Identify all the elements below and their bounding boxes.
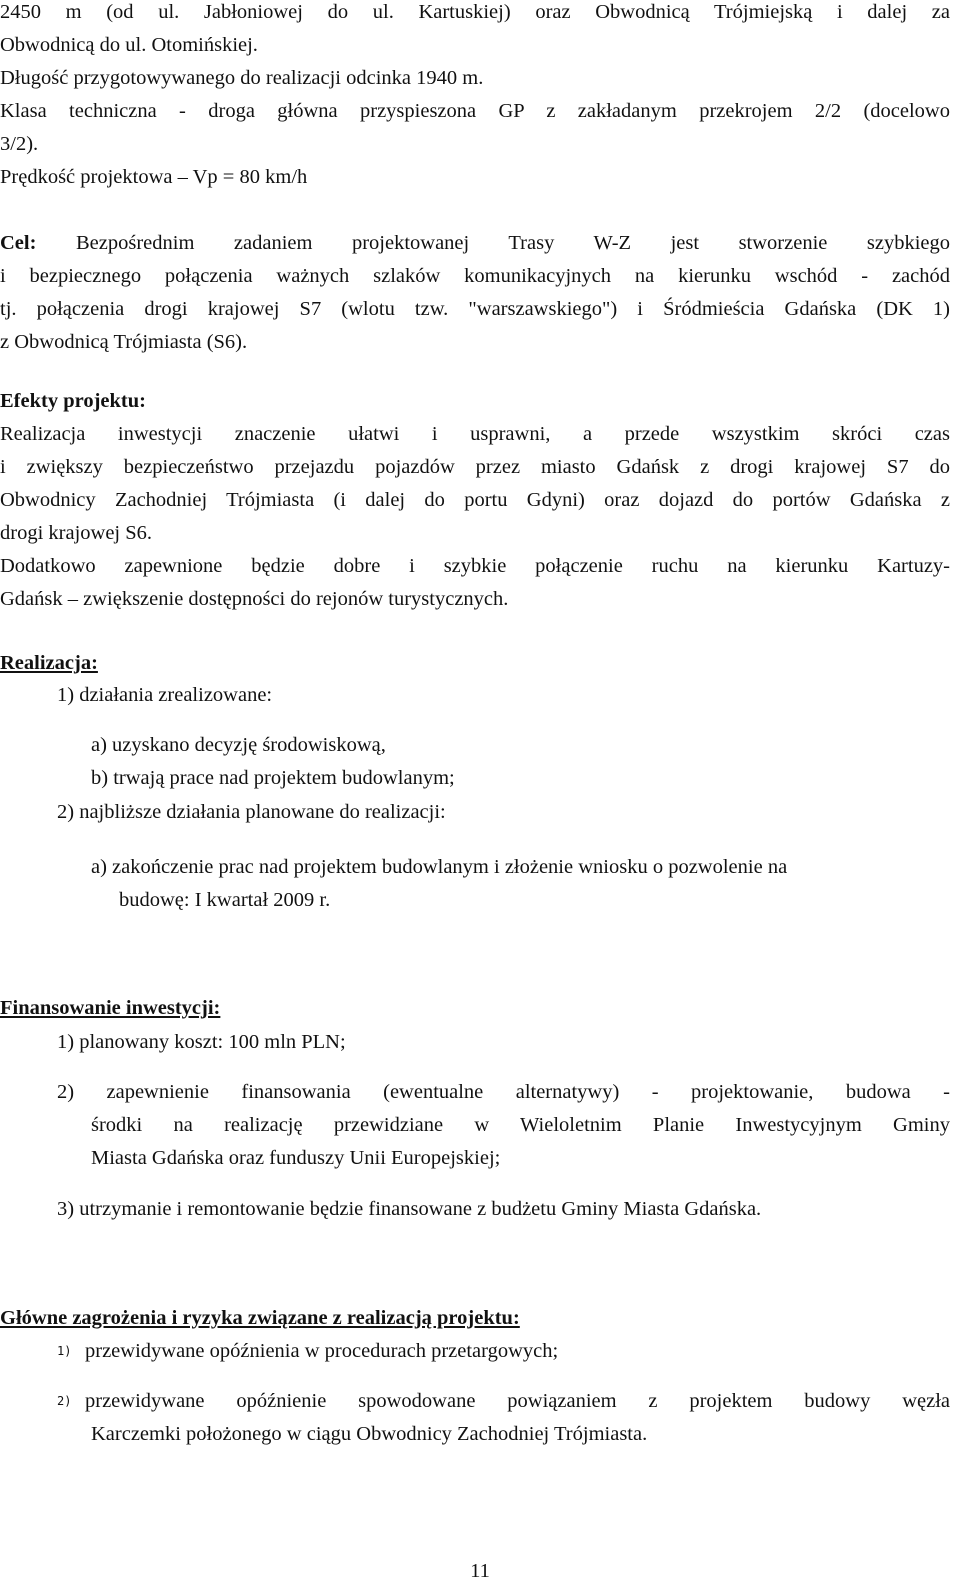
finansowanie-item-2-line-2: środki na realizację przewidziane w Wieloletnim Planie Inwestycyjnym Gminy (91, 1114, 950, 1136)
finansowanie-item-3: 3) utrzymanie i remontowanie będzie finansowane z budżetu Gminy Miasta Gdańska. (57, 1198, 762, 1220)
cel-line-2: i bezpiecznego połączenia ważnych szlaków komunikacyjnych na kierunku wschód - zachód (0, 265, 950, 287)
intro-line-2: Obwodnicą do ul. Otomińskiej. (0, 34, 258, 56)
cel-heading: Cel: (0, 232, 37, 254)
efekty-line-4: drogi krajowej S6. (0, 522, 153, 544)
realizacja-heading: Realizacja: (0, 652, 98, 674)
intro-line-1: 2450 m (od ul. Jabłoniowej do ul. Kartuskiej) oraz Obwodnicą Trójmiejską i dalej za (0, 1, 950, 23)
finansowanie-item-2-line-3: Miasta Gdańska oraz funduszy Unii Europejskiej; (91, 1147, 501, 1169)
zagrozenia-heading: Główne zagrożenia i ryzyka związane z realizacją projektu: (0, 1307, 520, 1329)
realizacja-item-2: 2) najbliższe działania planowane do realizacji: (57, 801, 446, 823)
cel-line-1-text: Bezpośrednim zadaniem projektowanej Trasy W-Z jest stworzenie szybkiego (75, 232, 951, 254)
intro-line-5: 3/2). (0, 133, 39, 155)
efekty-line-5: Dodatkowo zapewnione będzie dobre i szybkie połączenie ruchu na kierunku Kartuzy- (0, 555, 950, 577)
realizacja-item-1a: a) uzyskano decyzję środowiskową, (91, 734, 386, 756)
intro-line-6: Prędkość projektowa – Vp = 80 km/h (0, 166, 308, 188)
realizacja-item-1b: b) trwają prace nad projektem budowlanym; (91, 767, 455, 789)
zagrozenia-item-2-line-2: Karczemki położonego w ciągu Obwodnicy Zachodniej Trójmiasta. (91, 1423, 648, 1445)
efekty-line-6: Gdańsk – zwiększenie dostępności do rejonów turystycznych. (0, 588, 509, 610)
intro-line-3: Długość przygotowywanego do realizacji odcinka 1940 m. (0, 67, 484, 89)
cel-line-4: z Obwodnicą Trójmiasta (S6). (0, 331, 248, 353)
cel-line-3: tj. połączenia drogi krajowej S7 (wlotu tzw. "warszawskiego") i Śródmieścia Gdańska (DK 1) (0, 298, 950, 320)
efekty-line-1: Realizacja inwestycji znaczenie ułatwi i usprawni, a przede wszystkim skróci czas (0, 423, 950, 445)
zagrozenia-num-2: 2) (57, 1394, 72, 1408)
zagrozenia-num-1: 1) (57, 1344, 72, 1358)
finansowanie-heading: Finansowanie inwestycji: (0, 997, 221, 1019)
realizacja-item-1: 1) działania zrealizowane: (57, 684, 273, 706)
efekty-line-2: i zwiększy bezpieczeństwo przejazdu pojazdów przez miasto Gdańsk z drogi krajowej S7 do (0, 456, 950, 478)
realizacja-item-2a-line-1: a) zakończenie prac nad projektem budowlanym i złożenie wniosku o pozwolenie na (91, 856, 788, 878)
zagrozenia-item-2-text: przewidywane opóźnienie spowodowane powiązaniem z projektem budowy węzła (85, 1390, 950, 1412)
page-number: 11 (470, 1560, 490, 1582)
finansowanie-item-2-line-1: 2) zapewnienie finansowania (ewentualne alternatywy) - projektowanie, budowa - (57, 1081, 950, 1103)
realizacja-item-2a-line-2: budowę: I kwartał 2009 r. (119, 889, 331, 911)
zagrozenia-item-1 (57, 1339, 558, 1364)
efekty-heading: Efekty projektu: (0, 390, 146, 412)
efekty-line-3: Obwodnicy Zachodniej Trójmiasta (i dalej do portu Gdyni) oraz dojazd do portów Gdańska z (0, 489, 950, 511)
cel-line-1 (0, 231, 950, 256)
zagrozenia-item-1-text: przewidywane opóźnienia w procedurach przetargowych; (85, 1340, 559, 1362)
intro-line-4: Klasa techniczna - droga główna przyspieszona GP z zakładanym przekrojem 2/2 (docelowo (0, 100, 950, 122)
zagrozenia-item-2-line-1 (57, 1389, 950, 1414)
finansowanie-item-1: 1) planowany koszt: 100 mln PLN; (57, 1031, 346, 1053)
